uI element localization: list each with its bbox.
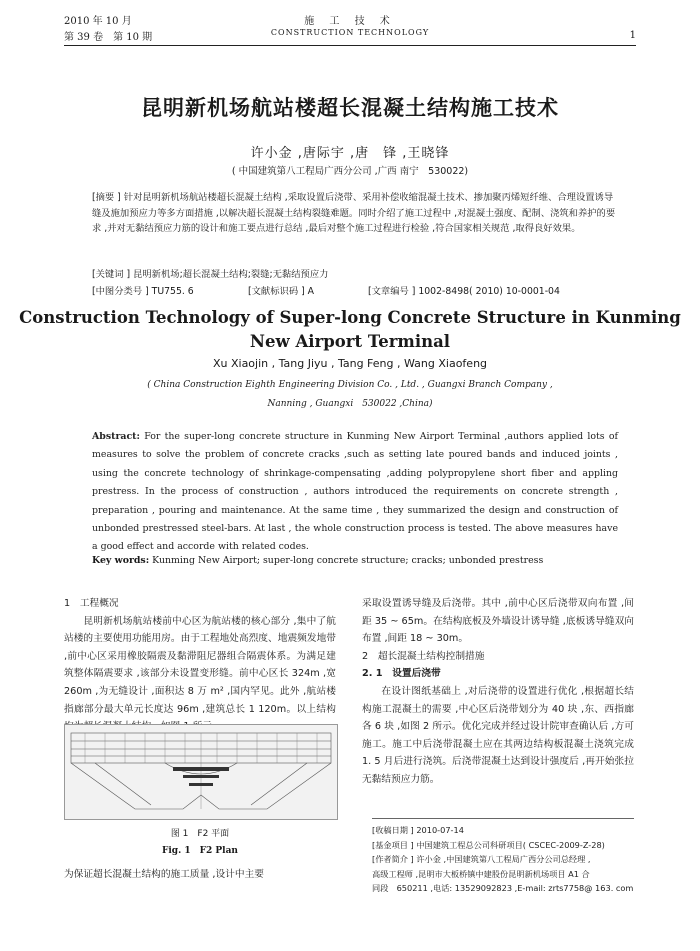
figure-1-floor-plan bbox=[64, 724, 338, 820]
affiliation-cn: ( 中国建筑第八工程局广西分公司 ,广西 南宁 530022) bbox=[231, 166, 469, 177]
figure-1-caption-en: Fig. 1 F2 Plan bbox=[162, 846, 238, 856]
page-header bbox=[64, 12, 636, 56]
abstract-cn-text: 针对昆明新机场航站楼超长混凝土结构 ,采取设置后浇带、采用补偿收缩混凝土技术、掺加聚丙烯短纤维、合理设置诱导缝及施加预应力等多方面措施 ,以解决超长混凝土结构裂缝难题。同时介绍了施工过程中 ,对混凝土强度、配制、浇筑和养护的要求 ,并对无黏结预应力筋的设计和施工要点进行总结 ,最后对整个施工过程进行检验 ,符合国家相关规范 ,取得良好效果。 bbox=[92, 192, 616, 235]
journal-name-cn: 施 工 技 术 bbox=[304, 16, 396, 27]
author-bio-line-2: 高级工程师 ,昆明市大板桥镇中建股份昆明新机场项目 A1 合 bbox=[372, 868, 590, 879]
floor-plan-drawing bbox=[65, 725, 337, 819]
section-1-paragraph: 昆明新机场航站楼前中心区为航站楼的核心部分 ,集中了航站楼的主要使用功能用房。由于工程地处高烈度、地震频发地带 ,前中心区采用橡胶隔震及黏滞阻尼器组合隔震体系。为满足建筑整体隔震要求 ,该部分未设置变形缝。前中心区长 324m ,宽 260m ,为无缝设计 ,面积达 8 万 m² ,国内罕见。此外 ,航站楼指廊部分最大单元长度达 96m ,建筑总长 1 120m。以上结构 bbox=[64, 615, 336, 715]
abstract-cn-label: [摘要 ] bbox=[92, 192, 121, 203]
clc-number: [中图分类号 ] TU755. 6 bbox=[92, 286, 194, 297]
fund-project: [基金项目 ] 中国建筑工程总公司科研项目( CSCEC-2009-Z-28) bbox=[372, 839, 605, 850]
right-column bbox=[362, 595, 634, 789]
keywords-en-text: Kunming New Airport; super-long concrete structure; cracks; unbonded prestress bbox=[152, 555, 544, 566]
keywords-en bbox=[92, 555, 618, 566]
affiliation-en-line1: ( China Construction Eighth Engineering Division Co. , Ltd. , Guangxi Branch Company , bbox=[147, 380, 553, 390]
author-bio-line-1: [作者简介 ] 许小金 ,中国建筑第八工程局广西分公司总经理 , bbox=[372, 854, 591, 864]
affiliation-en-line2: Nanning , Guangxi 530022 ,China) bbox=[267, 399, 433, 409]
header-rule bbox=[64, 45, 636, 46]
authors-cn: 许小金 ,唐际宇 ,唐 锋 ,王晓锋 bbox=[250, 146, 450, 161]
document-code: [文献标识码 ] A bbox=[248, 286, 315, 297]
title-cn: 昆明新机场航站楼超长混凝土结构施工技术 bbox=[141, 96, 559, 120]
received-date: [收稿日期 ] 2010-07-14 bbox=[372, 825, 464, 835]
left-column bbox=[64, 595, 336, 736]
keywords-cn bbox=[92, 266, 618, 280]
figure-1-caption-cn: 图 1 F2 平面 bbox=[170, 829, 230, 839]
author-bio-line-3: 同段 650211 ,电话: 13529092823 ,E-mail: zrts7758@ 163. com bbox=[372, 883, 634, 893]
authors-en: Xu Xiaojin , Tang Jiyu , Tang Feng , Wang Xiaofeng bbox=[212, 357, 488, 370]
page-number: 1 bbox=[629, 30, 636, 41]
abstract-en-text: For the super-long concrete structure in Kunming New Airport Terminal ,authors applied lots of measures to solve the problem of concrete cracks ,such as setting late poured bands and induced joints , using the concrete technology of shrinkage-compensating ,adding polypropylene short fiber and appling prestress. In the process of construction , authors introduced the requirements on concrete strength , preparation , pouring and maintenance. At the same time , they summarized the design and construction of unbonded prestressed steel-bars. At last , the whole construction process is tested. The above measures have a good effect and accorde with related codes. bbox=[92, 431, 618, 553]
title-en-line2: New Airport Terminal bbox=[249, 332, 451, 351]
abstract-cn bbox=[92, 190, 618, 237]
section-2-1-paragraph: 在设计图纸基础上 ,对后浇带的设置进行优化 ,根据超长结构施工混凝土的需要 ,中心区后浇带划分为 40 块 ,东、西指廊各 6 块 ,如图 2 所示。优化完成并经过设计院审查确认后 ,方可施工。施工中后浇带混凝土应在其两边结构板混凝土浇筑完成 1. 5 月后进行浇筑。后浇带混凝土达到设计强度后 ,再开始张拉无黏结预应力筋。 bbox=[362, 685, 634, 785]
keywords-cn-label: [关键词 ] bbox=[92, 269, 131, 280]
footnotes bbox=[372, 818, 634, 896]
section-1-heading: 1 工程概况 bbox=[64, 598, 119, 609]
section-2-1-heading: 2. 1 设置后浇带 bbox=[362, 668, 441, 680]
keywords-cn-text: 昆明新机场;超长混凝土结构;裂缝;无黏结预应力 bbox=[133, 269, 329, 280]
abstract-en bbox=[92, 428, 618, 557]
title-en bbox=[0, 306, 700, 354]
affiliation-en bbox=[0, 376, 700, 414]
title-en-line1: Construction Technology of Super-long Concrete Structure in Kunming bbox=[19, 308, 681, 327]
left-column-continuation: 为保证超长混凝土结构的施工质量 ,设计中主要 bbox=[64, 869, 264, 880]
abstract-en-label: Abstract: bbox=[92, 431, 140, 442]
section-2-heading: 2 超长混凝土结构控制措施 bbox=[362, 650, 485, 662]
keywords-en-label: Key words: bbox=[92, 555, 150, 566]
article-number: [文章编号 ] 1002-8498( 2010) 10-0001-04 bbox=[368, 286, 560, 297]
volume-issue: 第 39 卷 第 10 期 bbox=[64, 32, 153, 43]
journal-name-en: CONSTRUCTION TECHNOLOGY bbox=[270, 28, 430, 37]
right-paragraph-1: 采取设置诱导缝及后浇带。其中 ,前中心区后浇带双向布置 ,间距 35 ~ 65m。在结构底板及外墙设计诱导缝 ,底板诱导缝双向布置 ,间距 18 ~ 30m。 bbox=[362, 598, 634, 645]
issue-date: 2010 年 10 月 bbox=[64, 16, 132, 27]
